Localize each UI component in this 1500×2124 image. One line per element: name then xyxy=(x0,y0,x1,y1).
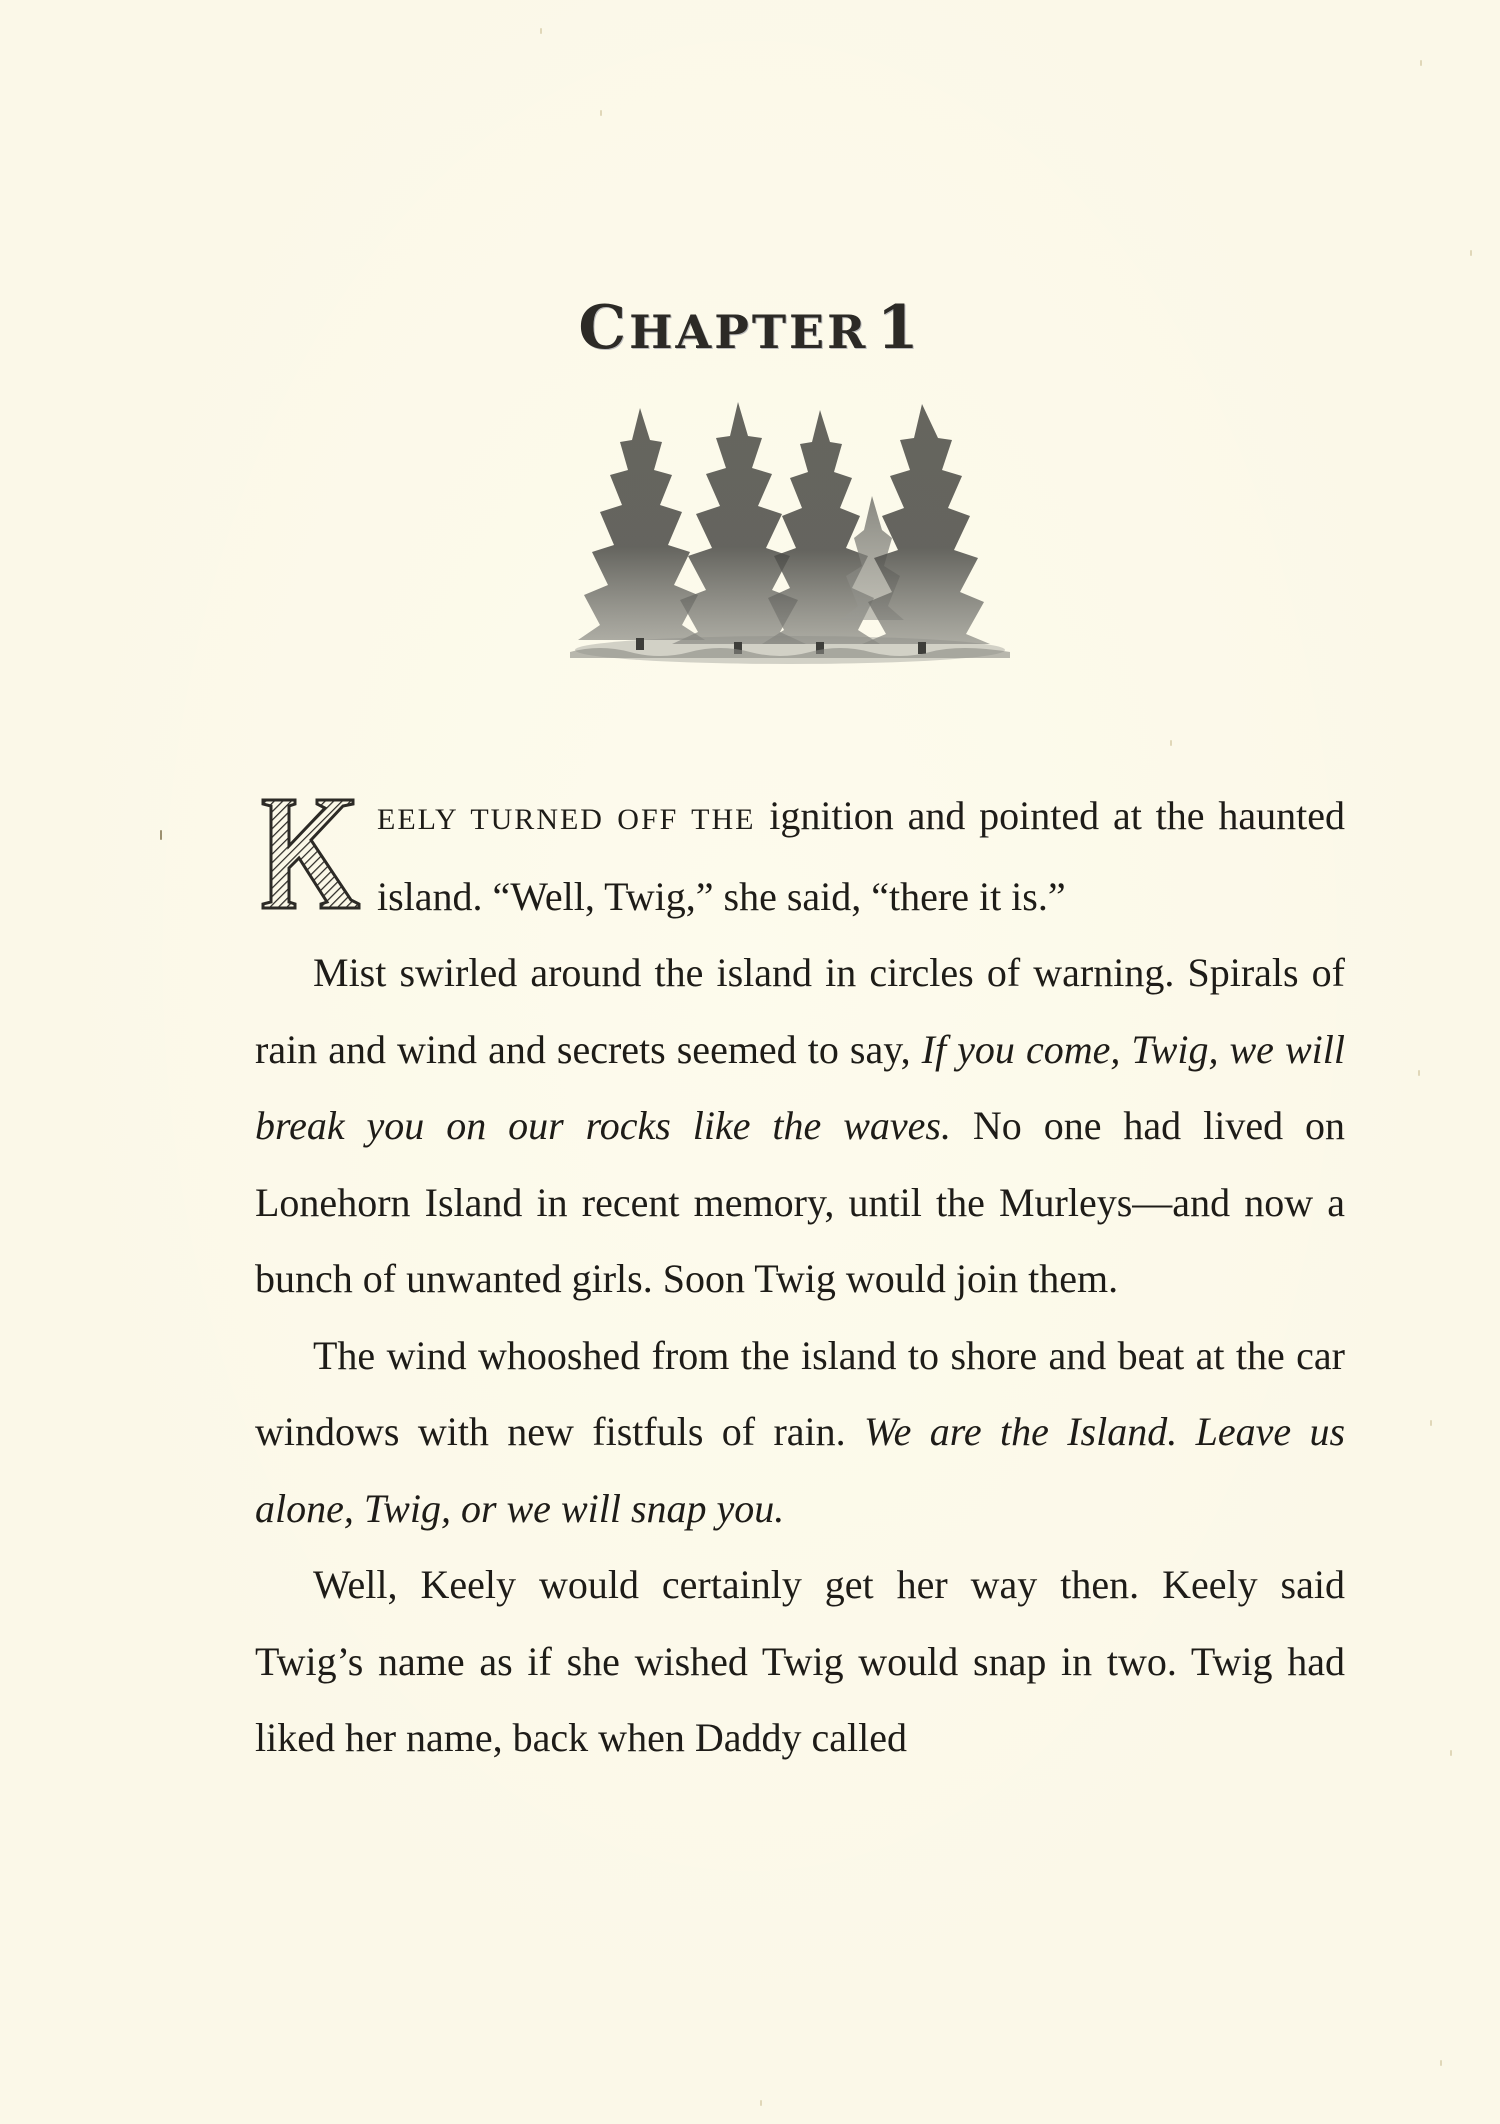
paragraph-3-italic: We are the Island. Leave us alone, Twig, or we will snap you. xyxy=(255,1409,1346,1531)
paragraph-1-text: ignition and pointed at the haunted island. “Well, Twig,” she said, “there it is.” xyxy=(377,793,1345,919)
paper-speck xyxy=(160,830,162,840)
chapter-heading-rest: HAPTER xyxy=(629,305,869,359)
chapter-heading xyxy=(0,293,1500,363)
paper-speck xyxy=(540,28,542,34)
opening-smallcaps: EELY TURNED OFF THE xyxy=(377,803,756,836)
paragraph-2-italic: If you come, Twig, we will break you on our rocks like the waves. xyxy=(255,1026,1345,1148)
paragraph xyxy=(255,1547,1345,1777)
paragraph-2-text-a: Mist swirled around the island in circles of warning. Spirals of rain and wind and secrets seemed to say, xyxy=(255,950,1345,1072)
paper-speck xyxy=(1418,1070,1420,1076)
paper-speck xyxy=(1470,250,1472,256)
paragraph xyxy=(255,778,1345,935)
chapter-heading-initial: C xyxy=(578,293,630,363)
paper-speck xyxy=(1440,2060,1442,2066)
paper-speck xyxy=(1430,1420,1432,1426)
paragraph xyxy=(255,935,1345,1318)
pine-trees-icon xyxy=(570,400,1010,670)
paper-speck xyxy=(1420,60,1422,66)
paper-speck xyxy=(1450,1750,1452,1756)
chapter-number: 1 xyxy=(876,293,922,363)
paragraph-2-text-b: No one had lived on Lonehorn Island in recent memory, until the Murleys—and now a bunch of unwanted girls. Soon Twig would join them. xyxy=(255,1103,1346,1301)
paragraph-3-text: The wind whooshed from the island to shore and beat at the car windows with new fistfuls of rain. xyxy=(255,1332,1345,1454)
drop-cap-k-icon xyxy=(255,794,363,914)
paper-speck xyxy=(1170,740,1172,746)
paragraph-4-text: Well, Keely would certainly get her way then. Keely said Twig’s name as if she wished Twig would snap in two. Twig had liked her name, back when Daddy called xyxy=(255,1562,1345,1760)
body-text xyxy=(255,778,1345,1777)
paper-speck xyxy=(600,110,602,116)
paragraph xyxy=(255,1318,1345,1548)
paper-speck xyxy=(760,2100,762,2106)
